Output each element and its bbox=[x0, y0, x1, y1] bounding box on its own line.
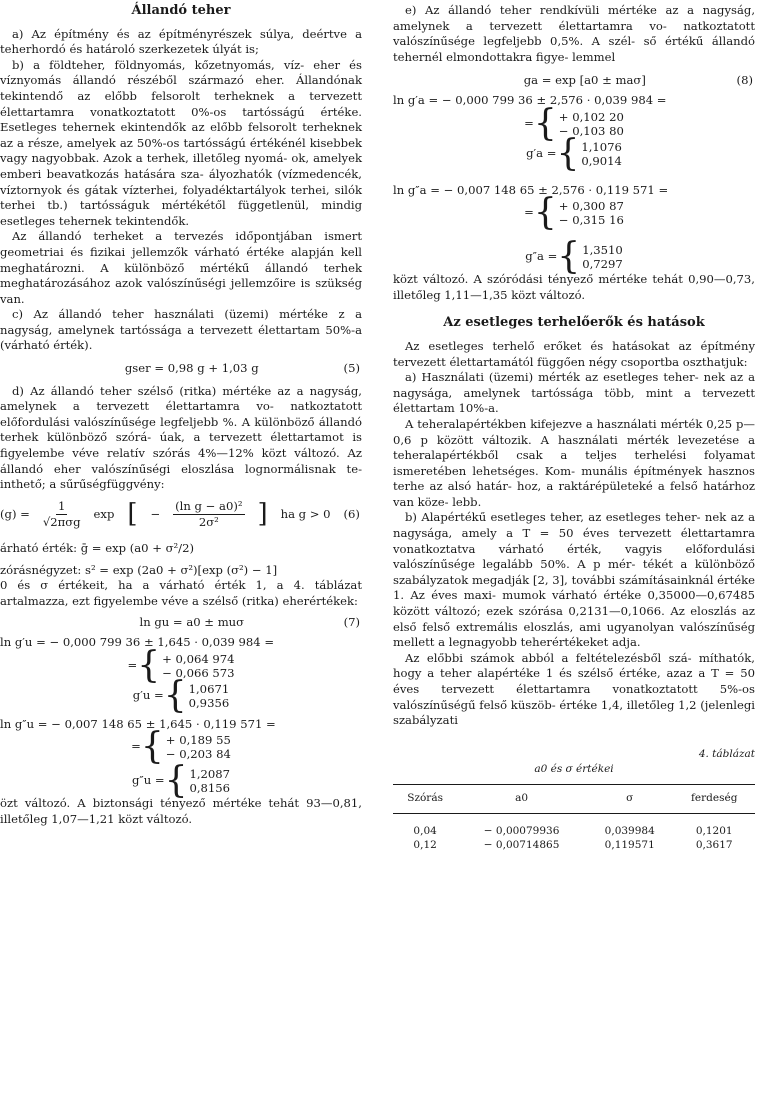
equation-7 bbox=[0, 615, 362, 631]
brace-gu2-lower: 0,8156 bbox=[189, 781, 231, 796]
gu2-label: g″u = bbox=[131, 773, 165, 788]
brace-gu1-ln: = { + 0,064 974 − 0,066 573 bbox=[127, 644, 235, 686]
equation-8-body: ga = exp [a0 ± maσ] bbox=[523, 73, 646, 88]
brace-gu1-ln-lower: − 0,066 573 bbox=[162, 665, 235, 680]
paragraph-variable-c: Az előbbi számok abból a feltételezésből szá- míthatók, hogy a teher alapértéke 1 és szélső értéke, azaz a T = 50 éves tervezett élettartamra vonatkoztatott 5%-os valószínűségű felső küszöb- értéke 1,4, illetőleg 1,2 (jelenlegi szabályzati bbox=[393, 650, 755, 728]
section-title-permanent-load: Állandó teher bbox=[131, 3, 231, 18]
table-cell: − 0,00079936 bbox=[483, 824, 560, 837]
gu1-label: g′u = bbox=[132, 687, 164, 702]
equation-6-condition: ha g > 0 bbox=[280, 507, 331, 522]
brace-gu1-lower: 0,9356 bbox=[188, 695, 230, 710]
equation-5-number: (5) bbox=[343, 361, 360, 376]
paragraph-variable-b: b) Alapértékű esetleges teher, az esetleges teher- nek az a nagysága, amely a T = 50 éves tervezett élettartamra vonatkoztatva várható érték, vagyis előfordulási valószínűsége legalább 50%. A p mér- tékét a különböző szabályzatok megadják [2, 3], további számításainknál értéke 1. Az éves maxi- mumok várható értéke 0,35000—0,67485 között változó; ezek szórása 0,2131—0,1066. Az eloszlás az első felső extremális eloszlás, ami ugyanolyan valószínűség mellett a legnagyobb teherértékeket adja. bbox=[393, 510, 755, 650]
equation-6-numerator: 1 bbox=[56, 499, 67, 516]
brace-ga1-lower: 0,9014 bbox=[581, 153, 622, 168]
brace-gu1-upper: 1,0671 bbox=[188, 681, 230, 696]
paragraph-end: özt változó. A biztonsági tényező mértéke tehát 93—0,81, illetőleg 1,07—1,21 közt változó. bbox=[0, 796, 362, 826]
equation-6-number: (6) bbox=[343, 507, 360, 522]
paragraph-c: c) Az állandó teher használati (üzemi) mértéke z a nagyság, amelynek tartóssága a tervezett élettartam 50%-a (várható érték). bbox=[0, 307, 362, 353]
table-header: a0 bbox=[457, 784, 586, 813]
paragraph-b: b) a földteher, földnyomás, kőzetnyomás, víz- eher és víznyomás állandó részéből származó eher. Állandónak tekintendő az előbb felsorolt terheknek a tervezett élettartamra vonatkoztatott 0%-os tartósságú értéke. Esetleges tehernek ekintendők az előbb felsorolt terheknek az a része, amelyek az 50%-os tartósságú értékénél kisebbek vagy nagyobbak. Azok a terhek, illetőleg nyomá- ok, amelyek emberi beavatkozás hatására sza- ályozhatók (vízmedencék, víztornyok és gátak vízterhei, folyadéktartályok terhei, silók terhei tb.) tartósságuk mértékétől függetlenül, mindig esetleges tehernek tekintendők. bbox=[0, 57, 362, 228]
table-cell: 0,119571 bbox=[604, 838, 655, 851]
brace-ga2-ln-lower: − 0,315 16 bbox=[558, 213, 624, 228]
equation-6-inner-fraction bbox=[173, 499, 244, 531]
right-column bbox=[393, 0, 755, 852]
expected-value: árható érték: ḡ = exp (a0 + σ²/2) bbox=[0, 541, 194, 555]
paragraph-variable-a2: A teheralapértékben kifejezve a használati mérték 0,25 p—0,6 p között változik. A használati mérték levezetése a teheralapértékből csak a teljes terhelési folyamat ismeretében lehetséges. Kom- munális építmények hasznos terhe az alsó határ- hoz, a raktárépületeké a felső határhoz van köze- lebb. bbox=[393, 416, 755, 509]
table-cell: 0,039984 bbox=[604, 824, 655, 837]
equation-5-body: gser = 0,98 g + 1,03 g bbox=[124, 361, 259, 376]
table-header: ferdeség bbox=[673, 784, 755, 813]
brace-gu1-ln-upper: + 0,064 974 bbox=[162, 651, 235, 666]
paragraph-variable-intro: Az esetleges terhelő erőket és hatásokat az építmény tervezett élettartamától függően négy csoportba oszthatjuk: bbox=[393, 338, 755, 369]
table-label: 4. táblázat bbox=[698, 747, 755, 760]
brace-ga2-upper: 1,3510 bbox=[582, 243, 623, 258]
equation-8-number: (8) bbox=[736, 73, 753, 88]
table-header: Szórás bbox=[393, 784, 457, 813]
brace-gu2-upper: 1,2087 bbox=[189, 767, 231, 782]
variance: zórásnégyzet: s² = exp (2a0 + σ²)[exp (σ²) − 1] bbox=[0, 562, 278, 577]
equation-6-fraction bbox=[43, 499, 81, 531]
equation-6-lhs: (g) = bbox=[0, 507, 30, 522]
table-header-row bbox=[393, 784, 755, 813]
paragraph-intro-c: Az állandó terheket a tervezés időpontjában ismert geometriai és fizikai jellemzők várható értéke alapján kell meghatározni. A különböző mértékű állandó terhek meghatározásához azok valószínűségi jellemzőire is szükség van. bbox=[0, 229, 362, 306]
equation-7-number: (7) bbox=[343, 615, 360, 630]
brace-ga1-ln: = { + 0,102 20 − 0,103 80 bbox=[524, 102, 624, 144]
brace-gu2-ln-lower: − 0,203 84 bbox=[165, 747, 231, 762]
table-cell: 0,12 bbox=[413, 838, 437, 851]
table-caption: a0 és σ értékei bbox=[534, 763, 614, 776]
ga2-label: g″a = bbox=[525, 249, 558, 264]
table-cell: 0,3617 bbox=[695, 838, 733, 851]
brace-ga2: g″a = { 1,3510 0,7297 bbox=[525, 236, 623, 278]
equation-8 bbox=[393, 73, 755, 89]
paragraph-variable-a: a) Használati (üzemi) mérték az esetleges teher- nek az a nagysága, amelynek tartóssága több, mint a tervezett élettartam 10%-a. bbox=[393, 370, 755, 416]
brace-ga2-ln-upper: + 0,300 87 bbox=[558, 199, 624, 214]
brace-ga1-ln-upper: + 0,102 20 bbox=[558, 109, 624, 124]
brace-gu1: g′u = { 1,0671 0,9356 bbox=[132, 674, 230, 716]
table-cell: 0,1201 bbox=[695, 824, 733, 837]
equation-7-body: ln gu = a0 ± muσ bbox=[139, 615, 245, 630]
ga1-label: g′a = bbox=[526, 145, 557, 160]
ln-ga1-line: ln g′a = − 0,000 799 36 ± 2,576 · 0,039 984 = bbox=[393, 92, 667, 107]
brace-ga1-upper: 1,1076 bbox=[581, 139, 622, 154]
brace-gu2-ln-upper: + 0,189 55 bbox=[165, 733, 231, 748]
section-title-variable-loads: Az esetleges terhelőerők és hatások bbox=[443, 315, 705, 331]
left-column bbox=[0, 0, 362, 827]
paragraph-after: közt változó. A szóródási tényező mértéke tehát 0,90—0,73, illetőleg 1,11—1,35 közt változó. bbox=[393, 272, 755, 302]
paragraph-d: d) Az állandó teher szélső (ritka) mértéke az a nagyság, amelynek a tervezett élettartamra vo- natkoztatott előfordulási valószínűsége legfeljebb %. A különböző állandó terhek különböző szórá- úak, a tervezett élettartamot is figyelembe véve relatív szórás 4%—12% közt változó. Az állandó eher valószínűségi eloszlása lognormálisnak te- inthető; a sűrűségfüggvény: bbox=[0, 383, 362, 492]
equation-5 bbox=[0, 361, 362, 377]
brace-gu2-ln: = { + 0,189 55 − 0,203 84 bbox=[131, 726, 231, 768]
equation-6: (g) = $\frac{1}{\text{√2πσg}}$ exp [ − $\frac{\text{(ln g − a0)²}}{\text{2σ²}}$ ] ha g > 0 (6) bbox=[0, 498, 360, 530]
equation-6-exp: exp bbox=[93, 507, 115, 522]
brace-ga1: g′a = { 1,1076 0,9014 bbox=[526, 132, 622, 174]
brace-ga2-ln: = { + 0,300 87 − 0,315 16 bbox=[524, 192, 624, 234]
ln-gu2-line: ln g″u = − 0,007 148 65 ± 1,645 · 0,119 571 = bbox=[0, 716, 276, 731]
table-header: σ bbox=[586, 784, 674, 813]
paragraph-a: a) Az építmény és az építményrészek súlya, deértve a teherhordó és határoló szerkezetek úlyát is; bbox=[0, 26, 362, 57]
brace-gu2: g″u = { 1,2087 0,8156 bbox=[131, 760, 231, 802]
table-cell: 0,04 bbox=[413, 824, 437, 837]
equation-6-inner-numerator: (ln g − a0)² bbox=[173, 499, 244, 516]
brace-ga2-lower: 0,7297 bbox=[582, 257, 623, 272]
table-row bbox=[393, 824, 755, 838]
paragraph-e: e) Az állandó teher rendkívüli mértéke az a nagyság, amelynek a tervezett élettartamra vo- natkoztatott valószínűsége legfeljebb 0,5%. A szél- ső értékű állandó tehernél elmondottakra figye- lemmel bbox=[393, 3, 755, 64]
ln-ga2-line: ln g″a = − 0,007 148 65 ± 2,576 · 0,119 571 = bbox=[393, 182, 669, 197]
ln-gu1-line: ln g′u = − 0,000 799 36 ± 1,645 · 0,039 984 = bbox=[0, 634, 275, 649]
equation-6-denominator: √2πσg bbox=[42, 515, 81, 530]
brace-ga1-ln-lower: − 0,103 80 bbox=[558, 123, 624, 138]
table-row bbox=[393, 838, 755, 852]
equation-6-inner-denominator: 2σ² bbox=[198, 515, 219, 530]
table-cell: − 0,00714865 bbox=[483, 838, 560, 851]
table-4 bbox=[393, 784, 755, 852]
paragraph-table-reference: 0 és σ értékeit, ha a várható érték 1, a 4. táblázat artalmazza, ezt figyelembe véve a szélső (ritka) eherértékek: bbox=[0, 578, 362, 608]
